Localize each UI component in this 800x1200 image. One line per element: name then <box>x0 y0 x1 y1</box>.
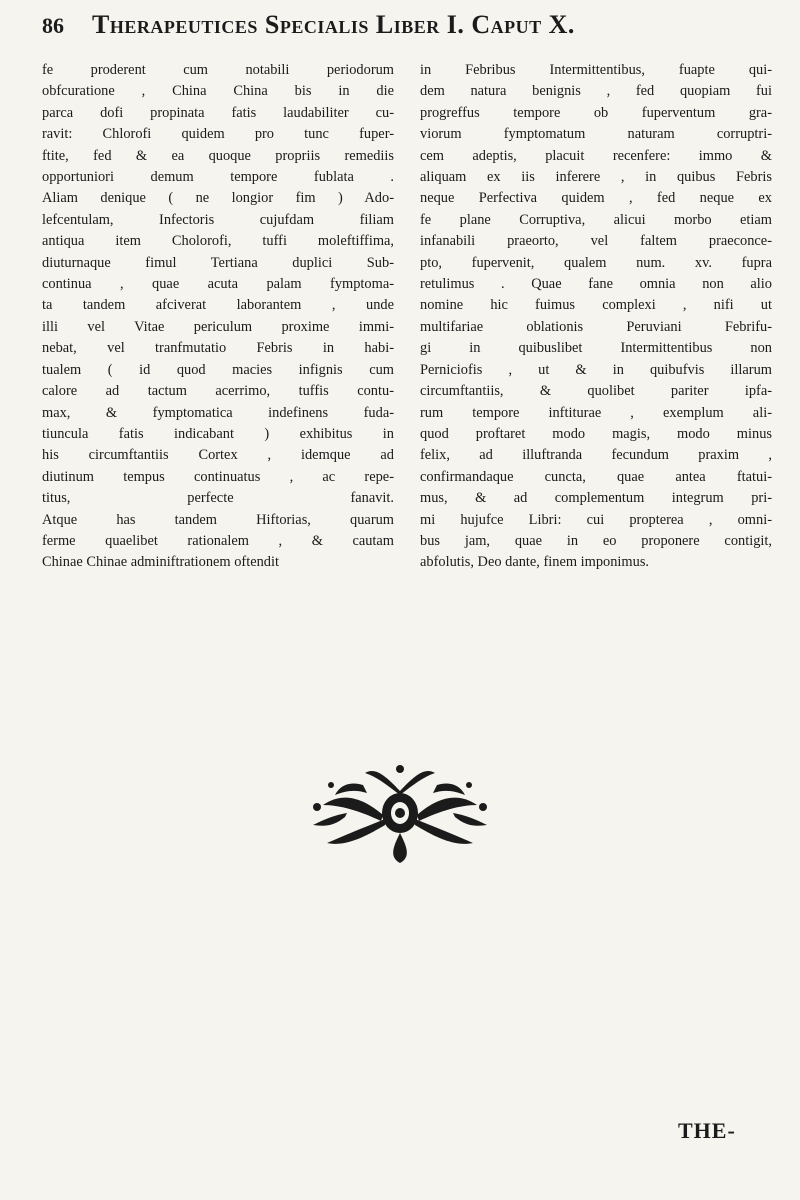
running-head <box>42 10 782 50</box>
text-line: ta tandem afciverat laborantem , unde <box>42 297 394 314</box>
text-line: opportuniori demum tempore fublata . <box>42 169 394 186</box>
running-title: Therapeutices Specialis Liber I. Caput X. <box>92 10 575 39</box>
text-line: Perniciofis , ut & in quibufvis illarum <box>420 361 772 378</box>
text-line: calore ad tactum acerrimo, tuffis contu- <box>42 383 394 400</box>
text-line: confirmandaque cuncta, quae antea ftatui- <box>420 468 772 485</box>
text-line: felix, ad illuftranda fecundum praxim , <box>420 447 772 464</box>
text-line: max, & fymptomatica indefinens fuda- <box>42 404 394 421</box>
text-line: his circumftantiis Cortex , idemque ad <box>42 447 394 464</box>
text-line: circumftantiis, & quolibet pariter ipfa- <box>420 383 772 400</box>
text-line: quod proftaret modo magis, modo minus <box>420 425 772 442</box>
text-line: continua , quae acuta palam fymptoma- <box>42 276 394 293</box>
left-column <box>42 60 394 680</box>
right-column <box>420 60 772 680</box>
page-number: 86 <box>42 13 64 38</box>
text-line: gi in quibuslibet Intermittentibus non <box>420 340 772 357</box>
text-line: antiqua item Cholorofi, tuffi moleftiffima, <box>42 233 394 250</box>
text-line: dem natura benignis , fed quopiam fui <box>420 83 772 100</box>
text-line: parca dofi propinata fatis laudabiliter cu- <box>42 104 394 121</box>
text-line: tualem ( id quod macies infignis cum <box>42 361 394 378</box>
text-line: fe plane Corruptiva, alicui morbo etiam <box>420 211 772 228</box>
catchword: THE- <box>678 1118 736 1143</box>
text-line: ferme quaelibet rationalem , & cautam <box>42 532 394 549</box>
text-line: neque Perfectiva quidem , fed neque ex <box>420 190 772 207</box>
text-line: mi hujufce Libri: cui propterea , omni- <box>420 511 772 528</box>
text-line: infanabili praeorto, vel faltem praeconce- <box>420 233 772 250</box>
text-line: aliquam ex iis inferere , in quibus Febris <box>420 169 772 186</box>
text-line: in Febribus Intermittentibus, fuapte qui- <box>420 62 772 78</box>
text-line: mus, & ad complementum integrum pri- <box>420 490 772 507</box>
text-line: Aliam denique ( ne longior fim ) Ado- <box>42 190 394 207</box>
text-columns <box>42 60 772 680</box>
floral-tailpiece-icon <box>305 755 495 865</box>
text-line: retulimus . Quae fane omnia non alio <box>420 276 772 293</box>
text-line: viorum fymptomatum naturam corruptri- <box>420 126 772 143</box>
text-line: obfcuratione , China China bis in die <box>42 83 394 100</box>
text-line: Atque has tandem Hiftorias, quarum <box>42 511 394 528</box>
text-line: ravit: Chlorofi quidem pro tunc fuper- <box>42 126 394 143</box>
text-line: bus jam, quae in eo proponere contigit, <box>420 532 772 549</box>
text-line: cem adeptis, placuit recenfere: immo & <box>420 147 772 164</box>
text-line: titus, perfecte fanavit. <box>42 490 394 507</box>
text-line: nebat, vel tranfmutatio Febris in habi- <box>42 340 394 357</box>
text-line: lefcentulam, Infectoris cujufdam filiam <box>42 211 394 228</box>
text-line: progreffus tempore ob fuperventum gra- <box>420 104 772 121</box>
text-line: diuturnaque fimul Tertiana duplici Sub- <box>42 254 394 271</box>
text-line: Chinae Chinae adminiftrationem oftendit <box>42 554 279 571</box>
text-line: rum tempore inftiturae , exemplum ali- <box>420 404 772 421</box>
text-line: pto, fupervenit, qualem num. xv. fupra <box>420 254 772 271</box>
text-line: ftite, fed & ea quoque propriis remediis <box>42 147 394 164</box>
text-line: fe proderent cum notabili periodorum <box>42 62 394 78</box>
text-line: tiuncula fatis indicabant ) exhibitus in <box>42 425 394 442</box>
text-line: multifariae oblationis Peruviani Febrifu- <box>420 318 772 335</box>
text-line: diutinum tempus continuatus , ac repe- <box>42 468 394 485</box>
text-line: nomine hic fuimus complexi , nifi ut <box>420 297 772 314</box>
text-line: illi vel Vitae periculum proxime immi- <box>42 318 394 335</box>
text-line: abfolutis, Deo dante, finem imponimus. <box>420 554 650 571</box>
